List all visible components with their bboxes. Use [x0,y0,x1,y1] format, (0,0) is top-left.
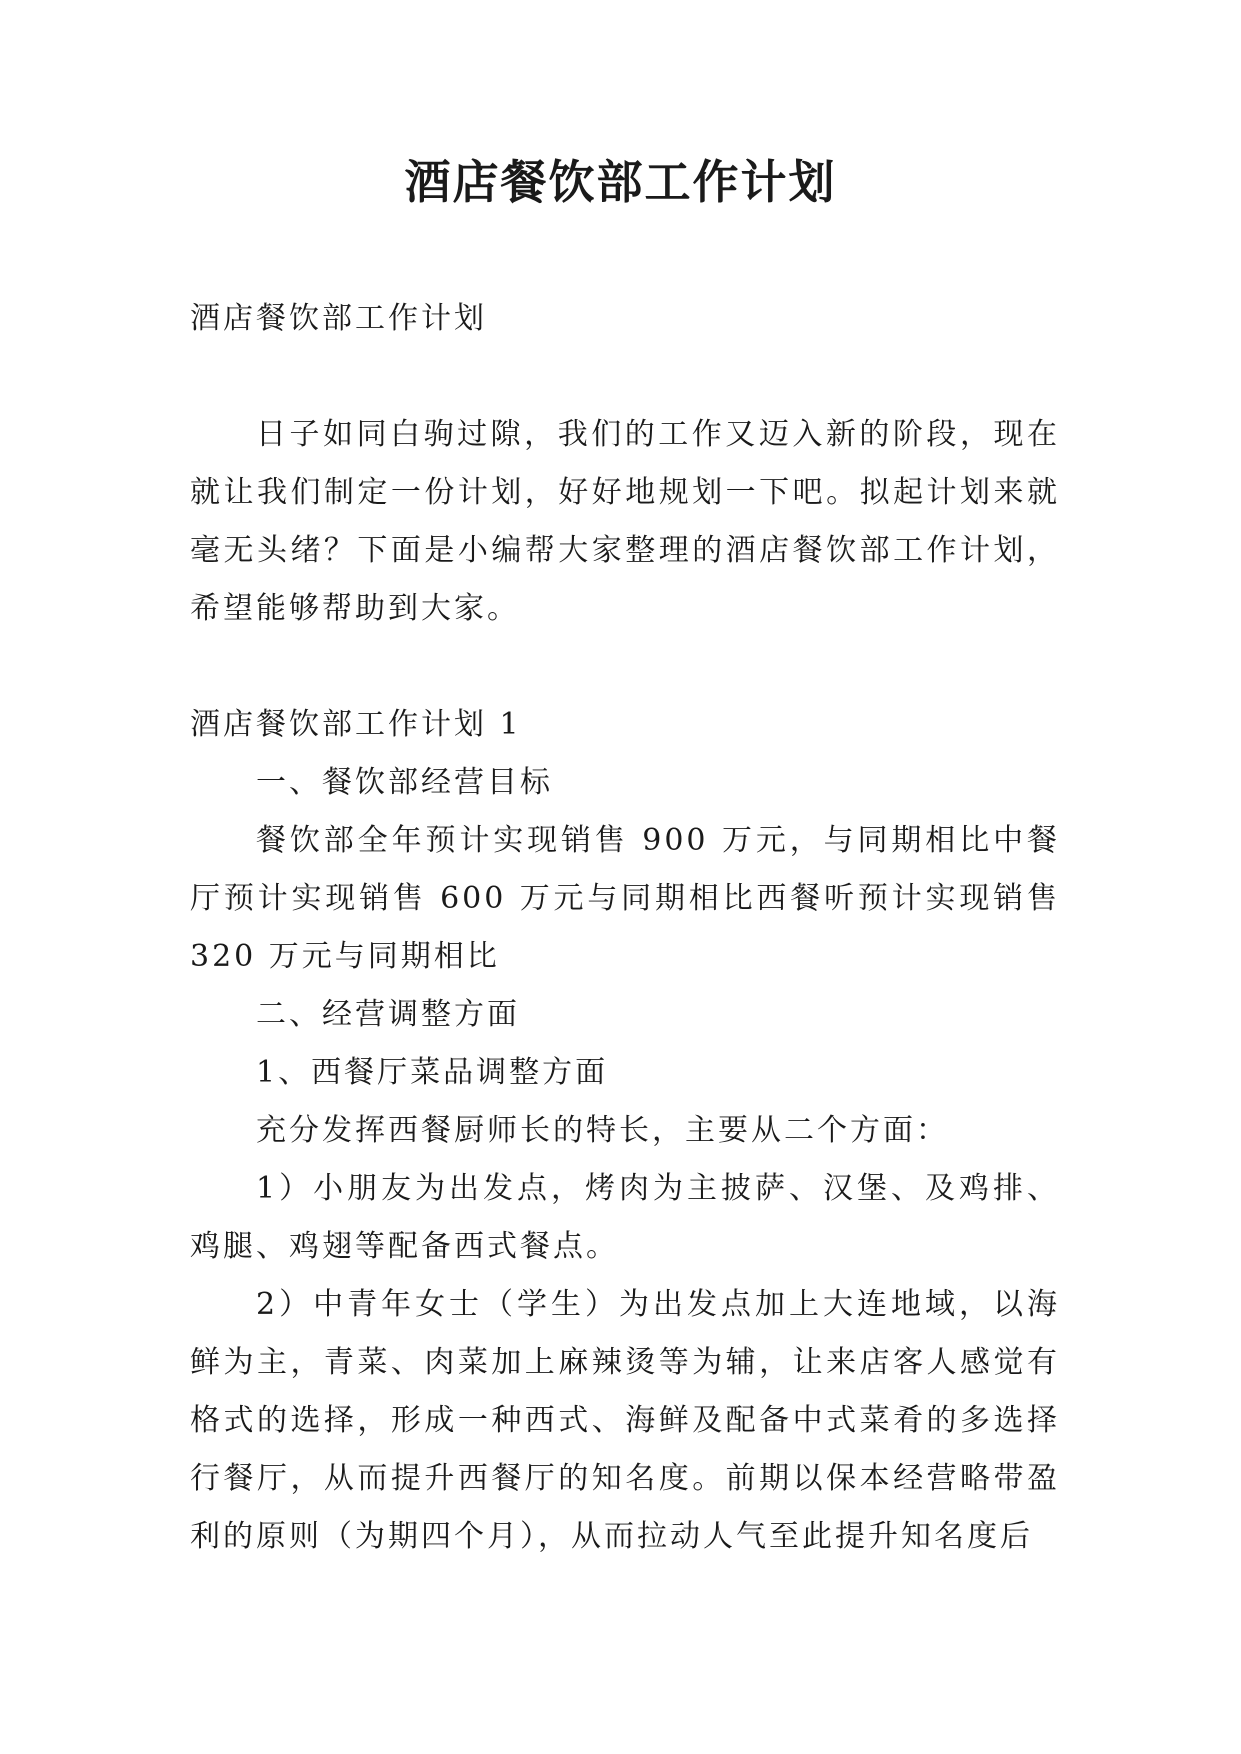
subheading-western-menu: 1、西餐厅菜品调整方面 [256,1055,609,1090]
subheading-business-goals: 一、餐饮部经营目标 [256,765,553,800]
intro-paragraph: 日子如同白驹过隙，我们的工作又迈入新的阶段，现在就让我们制定一份计划，好好地规划一下吧。拟起计划来就毫无头绪？下面是小编帮大家整理的酒店餐饮部工作计划，希望能够帮助到大家。 [190,417,1060,626]
paragraph-point-1: 1）小朋友为出发点，烤肉为主披萨、汉堡、及鸡排、鸡腿、鸡翅等配备西式餐点。 [190,1171,1060,1264]
subheading-business-adjustment: 二、经营调整方面 [256,997,520,1032]
paragraph-sales-targets: 餐饮部全年预计实现销售 900 万元，与同期相比中餐厅预计实现销售 600 万元与同期相比西餐听预计实现销售 320 万元与同期相比 [190,823,1060,974]
body-heading: 酒店餐饮部工作计划 [190,301,487,336]
paragraph-point-2: 2）中青年女士（学生）为出发点加上大连地域，以海鲜为主，青菜、肉菜加上麻辣烫等为辅，让来店客人感觉有格式的选择，形成一种西式、海鲜及配备中式菜肴的多选择行餐厅，从而提升西餐厅的知名度。前期以保本经营略带盈利的原则（为期四个月），从而拉动人气至此提升知名度后 [190,1287,1060,1554]
document-title: 酒店餐饮部工作计划 [404,155,837,209]
document-body [190,290,1060,1566]
section-heading-plan-1: 酒店餐饮部工作计划 1 [190,707,522,742]
paragraph-chef-strengths: 充分发挥西餐厨师长的特长，主要从二个方面： [256,1113,949,1148]
